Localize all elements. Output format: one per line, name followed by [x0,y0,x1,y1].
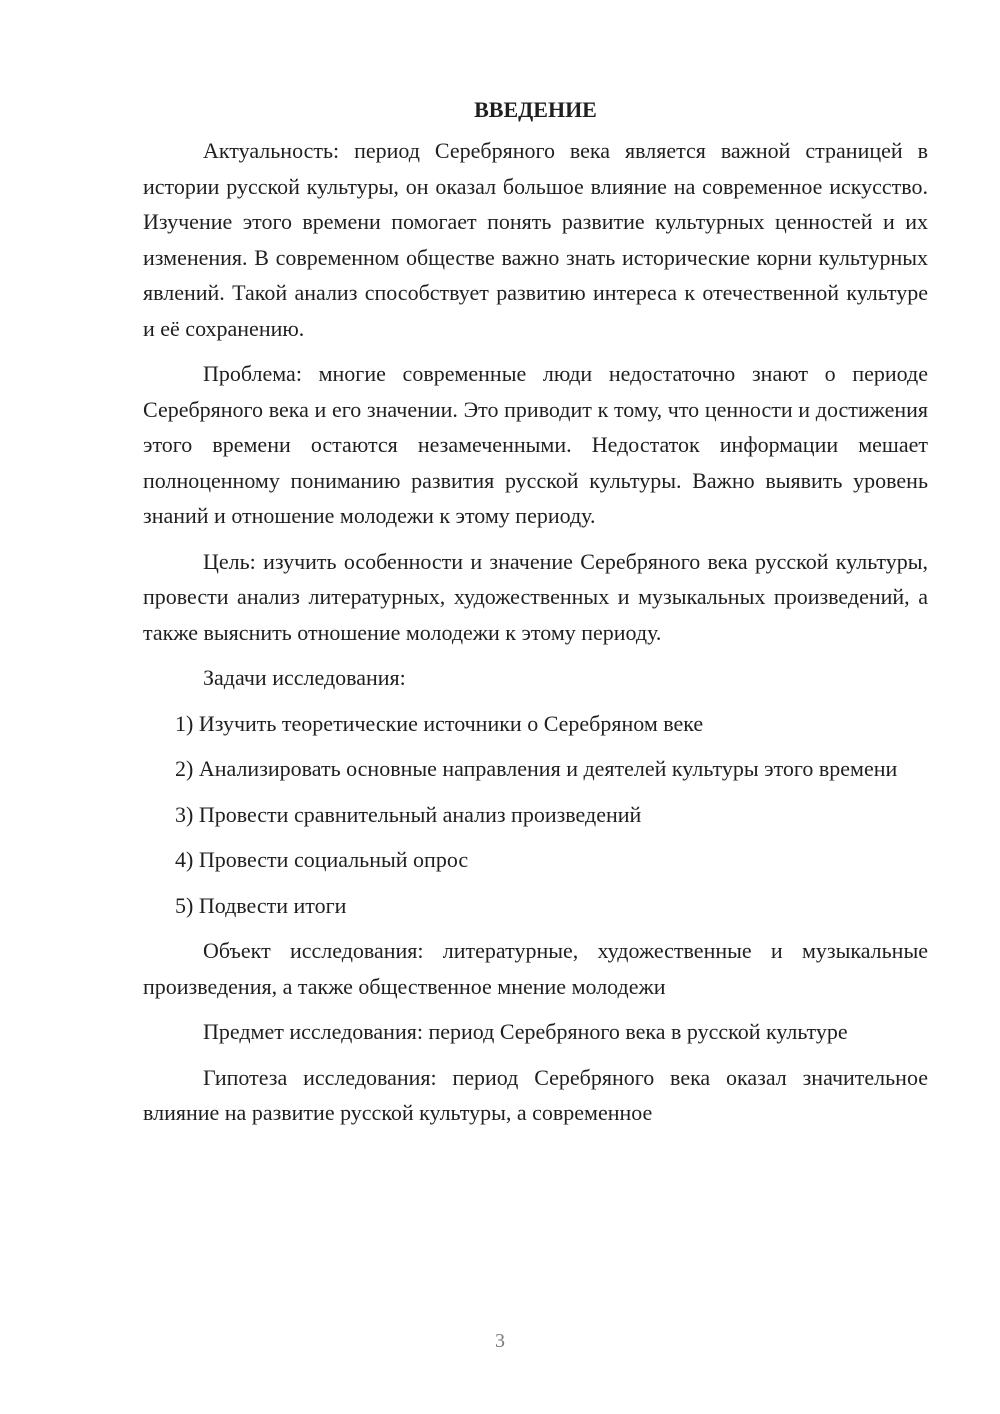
task-item-4: 4) Провести социальный опрос [175,847,469,872]
tasks-heading: Задачи исследования: [203,665,406,690]
page-number: 3 [495,1330,505,1352]
page-content [143,92,928,1141]
goal-paragraph: Цель: изучить особенности и значение Серебряного века русской культуры, провести анализ литературных, художественных и музыкальных произведений, а также выяснить отношение молодежи к этому периоду. [143,548,928,645]
hypothesis-paragraph: Гипотеза исследования: период Серебряного века оказал значительное влияние на развитие русской культуры, а современное [143,1064,928,1125]
task-item-3: 3) Провести сравнительный анализ произведений [175,801,642,827]
section-title: ВВЕДЕНИЕ [474,97,597,122]
task-item-1: 1) Изучить теоретические источники о Серебряном веке [175,710,704,736]
relevance-paragraph: Актуальность: период Серебряного века является важной страницей в истории русской культуры, он оказал большое влияние на современное искусство. Изучение этого времени помогает понять развитие культурных ценностей и их изменения. В современном обществе важно знать исторические корни культурных явлений. Такой анализ способствует развитию интереса к отечественной культуре и её сохранению. [143,138,928,341]
task-item-2: 2) Анализировать основные направления и деятелей культуры этого времени [175,756,898,781]
object-paragraph: Объект исследования: литературные, художественные и музыкальные произведения, а также общественное мнение молодежи [143,938,928,999]
subject-paragraph: Предмет исследования: период Серебряного века в русской культуре [203,1019,848,1044]
task-item-5: 5) Подвести итоги [175,892,347,918]
problem-paragraph: Проблема: многие современные люди недостаточно знают о периоде Серебряного века и его значении. Это приводит к тому, что ценности и достижения этого времени остаются незамеченными. Недостаток информации мешает полноценному пониманию развития русской культуры. Важно выявить уровень знаний и отношение молодежи к этому периоду. [143,361,928,528]
